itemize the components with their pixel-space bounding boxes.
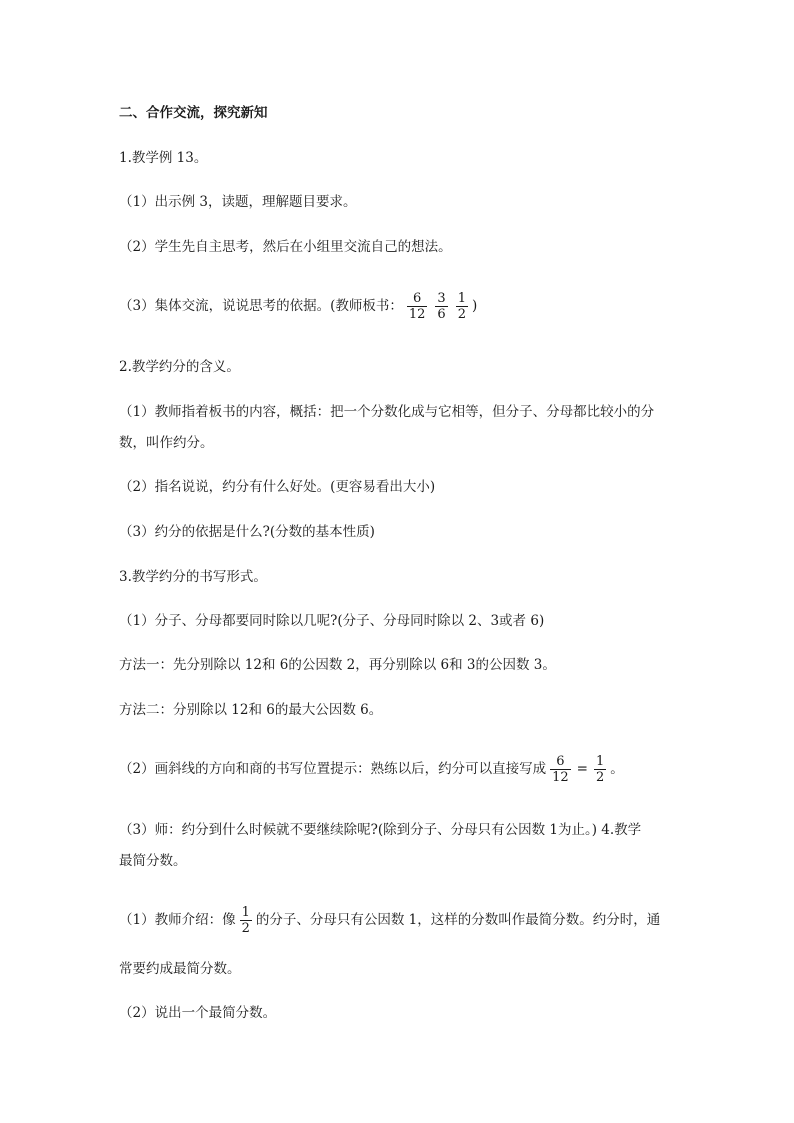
paragraph-2-1-line-2: 数，叫作约分。 (119, 435, 214, 451)
paragraph-2-1-line-1: （1）教师指着板书的内容，概括：把一个分数化成与它相等，但分子、分母都比较小的分 (119, 404, 655, 420)
paragraph-1-3-suffix: ) (471, 298, 478, 314)
paragraph-3-2-suffix: 。 (610, 761, 624, 777)
simplest-fraction-numerator: 1 (241, 905, 250, 920)
paragraph-1-1: （1）出示例 3，读题，理解题目要求。 (119, 194, 357, 210)
paragraph-4-1-suffix: 的分子、分母只有公因数 1，这样的分数叫作最简分数。约分时，通 (255, 912, 661, 928)
paragraph-3-2-prefix: （2）画斜线的方向和商的书写位置提示：熟练以后，约分可以直接写成 (119, 761, 547, 777)
board-fraction-3-denominator: 2 (457, 307, 466, 322)
paragraph-3-2 (119, 749, 624, 789)
equals-sign: = (576, 761, 588, 777)
paragraph-4-2: （2）说出一个最简分数。 (119, 1005, 277, 1021)
paragraph-3-1: （1）分子、分母都要同时除以几呢?(分子、分母同时除以 2、3或者 6) (119, 613, 545, 629)
reduce-fraction-right-denominator: 2 (595, 770, 605, 785)
paragraph-example-13: 1.教学例 13。 (119, 150, 208, 166)
board-fraction-1-denominator: 12 (408, 307, 426, 322)
reduce-fraction-right (594, 754, 606, 785)
board-fraction-2-numerator: 3 (437, 291, 446, 306)
paragraph-1-3-prefix: （3）集体交流，说说思考的依据。(教师板书： (119, 298, 403, 314)
paragraph-2-2: （2）指名说说，约分有什么好处。(更容易看出大小) (119, 479, 436, 495)
reduce-fraction-left-numerator: 6 (556, 754, 565, 769)
board-fraction-1 (407, 291, 428, 322)
paragraph-3-3-line-2: 最简分数。 (119, 853, 187, 869)
reduce-fraction-right-numerator: 1 (595, 754, 605, 769)
board-fraction-1-numerator: 6 (412, 291, 422, 306)
paragraph-1-3 (119, 286, 477, 326)
paragraph-writing-form: 3.教学约分的书写形式。 (119, 569, 267, 585)
board-fraction-2-denominator: 6 (437, 307, 446, 322)
section-title: 二、合作交流，探究新知 (119, 105, 268, 121)
paragraph-1-2: （2）学生先自主思考，然后在小组里交流自己的想法。 (119, 239, 452, 255)
reduce-fraction-left (550, 754, 571, 785)
paragraph-2-3: （3）约分的依据是什么?(分数的基本性质) (119, 524, 375, 540)
paragraph-4-1-line-2: 常要约成最简分数。 (119, 961, 241, 977)
paragraph-3-3-line-1: （3）师：约分到什么时候就不要继续除呢?(除到分子、分母只有公因数 1为止。) 4.教学 (119, 822, 642, 838)
simplest-fraction-denominator: 2 (241, 921, 250, 936)
reduce-fraction-left-denominator: 12 (552, 770, 569, 785)
simplest-fraction-example (240, 905, 252, 936)
paragraph-4-1-line-1 (119, 900, 660, 940)
method-one: 方法一：先分别除以 12和 6的公因数 2，再分别除以 6和 3的公因数 3。 (119, 657, 556, 673)
paragraph-4-1-prefix: （1）教师介绍：像 (119, 912, 236, 928)
board-fraction-3 (456, 291, 468, 322)
paragraph-meaning: 2.教学约分的含义。 (119, 359, 240, 375)
board-fraction-3-numerator: 1 (457, 291, 466, 306)
method-two: 方法二：分别除以 12和 6的最大公因数 6。 (119, 702, 383, 718)
board-fraction-2 (435, 291, 447, 322)
